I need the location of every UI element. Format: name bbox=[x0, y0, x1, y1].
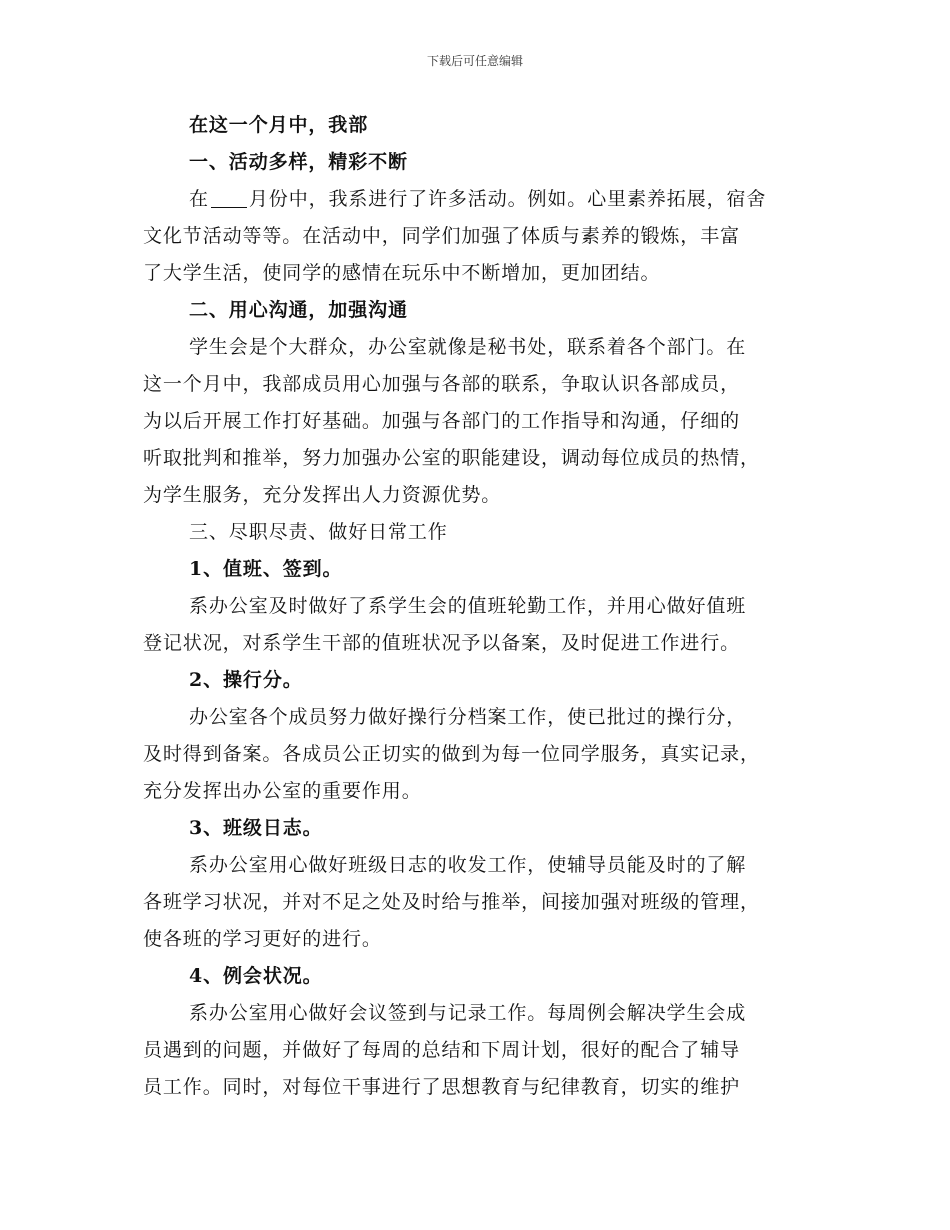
paragraph-line: 使各班的学习更好的进行。 bbox=[143, 928, 382, 950]
paragraph-line: 了大学生活，使同学的感情在玩乐中不断增加，更加团结。 bbox=[143, 262, 661, 284]
document-body bbox=[143, 107, 809, 1106]
paragraph-line: 员遇到的问题，并做好了每周的总结和下周计划，很好的配合了辅导 bbox=[143, 1039, 741, 1061]
paragraph-line: 这一个月中，我部成员用心加强与各部的联系，争取认识各部成员， bbox=[143, 373, 741, 395]
paragraph-line: 听取批判和推举，努力加强办公室的职能建设，调动每位成员的热情， bbox=[143, 447, 760, 469]
paragraph-line: 充分发挥出办公室的重要作用。 bbox=[143, 780, 422, 802]
intro-line: 在这一个月中，我部 bbox=[189, 114, 369, 136]
paragraph-line: 各班学习状况，并对不足之处及时给与推举，间接加强对班级的管理， bbox=[143, 891, 760, 913]
paragraph-text: 在 bbox=[189, 188, 209, 210]
subheading: 3、班级日志。 bbox=[189, 817, 323, 839]
subheading: 1、值班、签到。 bbox=[189, 558, 343, 580]
paragraph-line: 系办公室用心做好会议签到与记录工作。每周例会解决学生会成 bbox=[189, 1002, 747, 1024]
paragraph-line: 员工作。同时，对每位干事进行了思想教育与纪律教育，切实的维护 bbox=[143, 1076, 741, 1098]
paragraph-line: 为学生服务，充分发挥出人力资源优势。 bbox=[143, 484, 502, 506]
paragraph-line: 学生会是个大群众，办公室就像是秘书处，联系着各个部门。在 bbox=[189, 336, 747, 358]
paragraph-line: 文化节活动等等。在活动中，同学们加强了体质与素养的锻炼，丰富 bbox=[143, 225, 741, 247]
paragraph-line: 系办公室及时做好了系学生会的值班轮勤工作，并用心做好值班 bbox=[189, 595, 747, 617]
paragraph-line: 系办公室用心做好班级日志的收发工作，使辅导员能及时的了解 bbox=[189, 854, 747, 876]
paragraph-text: 月份中，我系进行了许多活动。例如。心里素养拓展，宿舍 bbox=[248, 188, 767, 210]
paragraph-line: 登记状况，对系学生干部的值班状况予以备案，及时促进工作进行。 bbox=[143, 632, 741, 654]
page-header: 下载后可任意编辑 bbox=[426, 54, 523, 68]
paragraph-line: 为以后开展工作打好基础。加强与各部门的工作指导和沟通，仔细的 bbox=[143, 410, 741, 432]
subheading: 2、操行分。 bbox=[189, 669, 303, 691]
paragraph-line: 及时得到备案。各成员公正切实的做到为每一位同学服务，真实记录， bbox=[143, 743, 760, 765]
paragraph-line: 办公室各个成员努力做好操行分档案工作，使已批过的操行分， bbox=[189, 706, 747, 728]
section-heading-1: 一、活动多样，精彩不断 bbox=[189, 151, 408, 173]
blank-underline bbox=[211, 185, 247, 208]
section-heading-2: 二、用心沟通，加强沟通 bbox=[189, 299, 408, 321]
subheading: 4、例会状况。 bbox=[189, 965, 323, 987]
section-heading-3: 三、尽职尽责、做好日常工作 bbox=[189, 521, 448, 543]
paragraph-line bbox=[143, 181, 809, 218]
